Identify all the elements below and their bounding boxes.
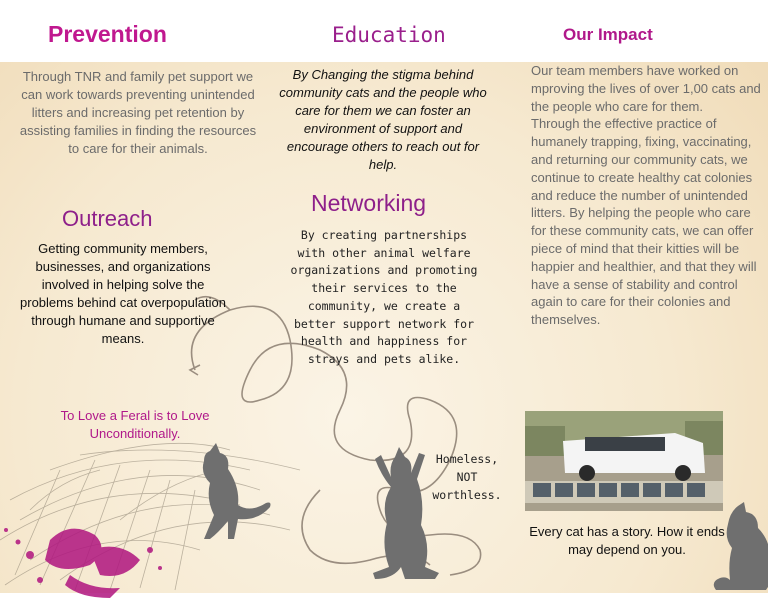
impact-text [531, 62, 761, 329]
outreach-text: Getting community members, businesses, and organizations involved in helping solve the problems behind cat overpopulation through humane and supportive means. [20, 241, 226, 346]
photo-caption: Every cat has a story. How it ends may depend on you. [529, 524, 725, 557]
homeless-line-1: Homeless, [435, 452, 499, 466]
prevention-heading: Prevention [48, 21, 167, 47]
education-heading: Education [332, 23, 446, 47]
networking-heading: Networking [311, 190, 427, 216]
homeless-line-3: worthless. [432, 488, 502, 502]
our-impact-heading: Our Impact [563, 25, 653, 44]
impact-paragraph-2: Through the effective practice of humanely trapping, fixing, vaccinating, and returning our community cats, we continue to create healthy cat colonies and reduce the number of unintended litters. By helping the people who care for these community cats, we can offer piece of mind that their kitties will be happier and healthier, and that they will have a sense of stability and control again to care for their colonies and themselves. [531, 116, 757, 328]
prevention-text: Through TNR and family pet support we can work towards preventing unintended litters and increasing pet retention by assisting families in finding the resources to care for their animals. [19, 69, 257, 156]
impact-paragraph-1: Our team members have worked on mproving the lives of over 1,00 cats and the people who care for them. [531, 63, 761, 114]
tagline: To Love a Feral is to Love Unconditionally. [60, 408, 210, 441]
sitting-cat-icon [188, 443, 278, 543]
homeless-line-2: NOT [456, 470, 478, 484]
white-car-with-cat-traps-photo [525, 411, 723, 511]
homeless-slogan [422, 450, 512, 504]
outreach-heading: Outreach [62, 206, 153, 231]
education-text: By Changing the stigma behind community cats and the people who care for them we can foster an environment of support and encourage others to reach out for help. [279, 67, 487, 172]
networking-text: By creating partnerships with other animal welfare organizations and promoting their services to the community, we create a better support network for health and happiness for strays and pets alike. [290, 228, 478, 366]
